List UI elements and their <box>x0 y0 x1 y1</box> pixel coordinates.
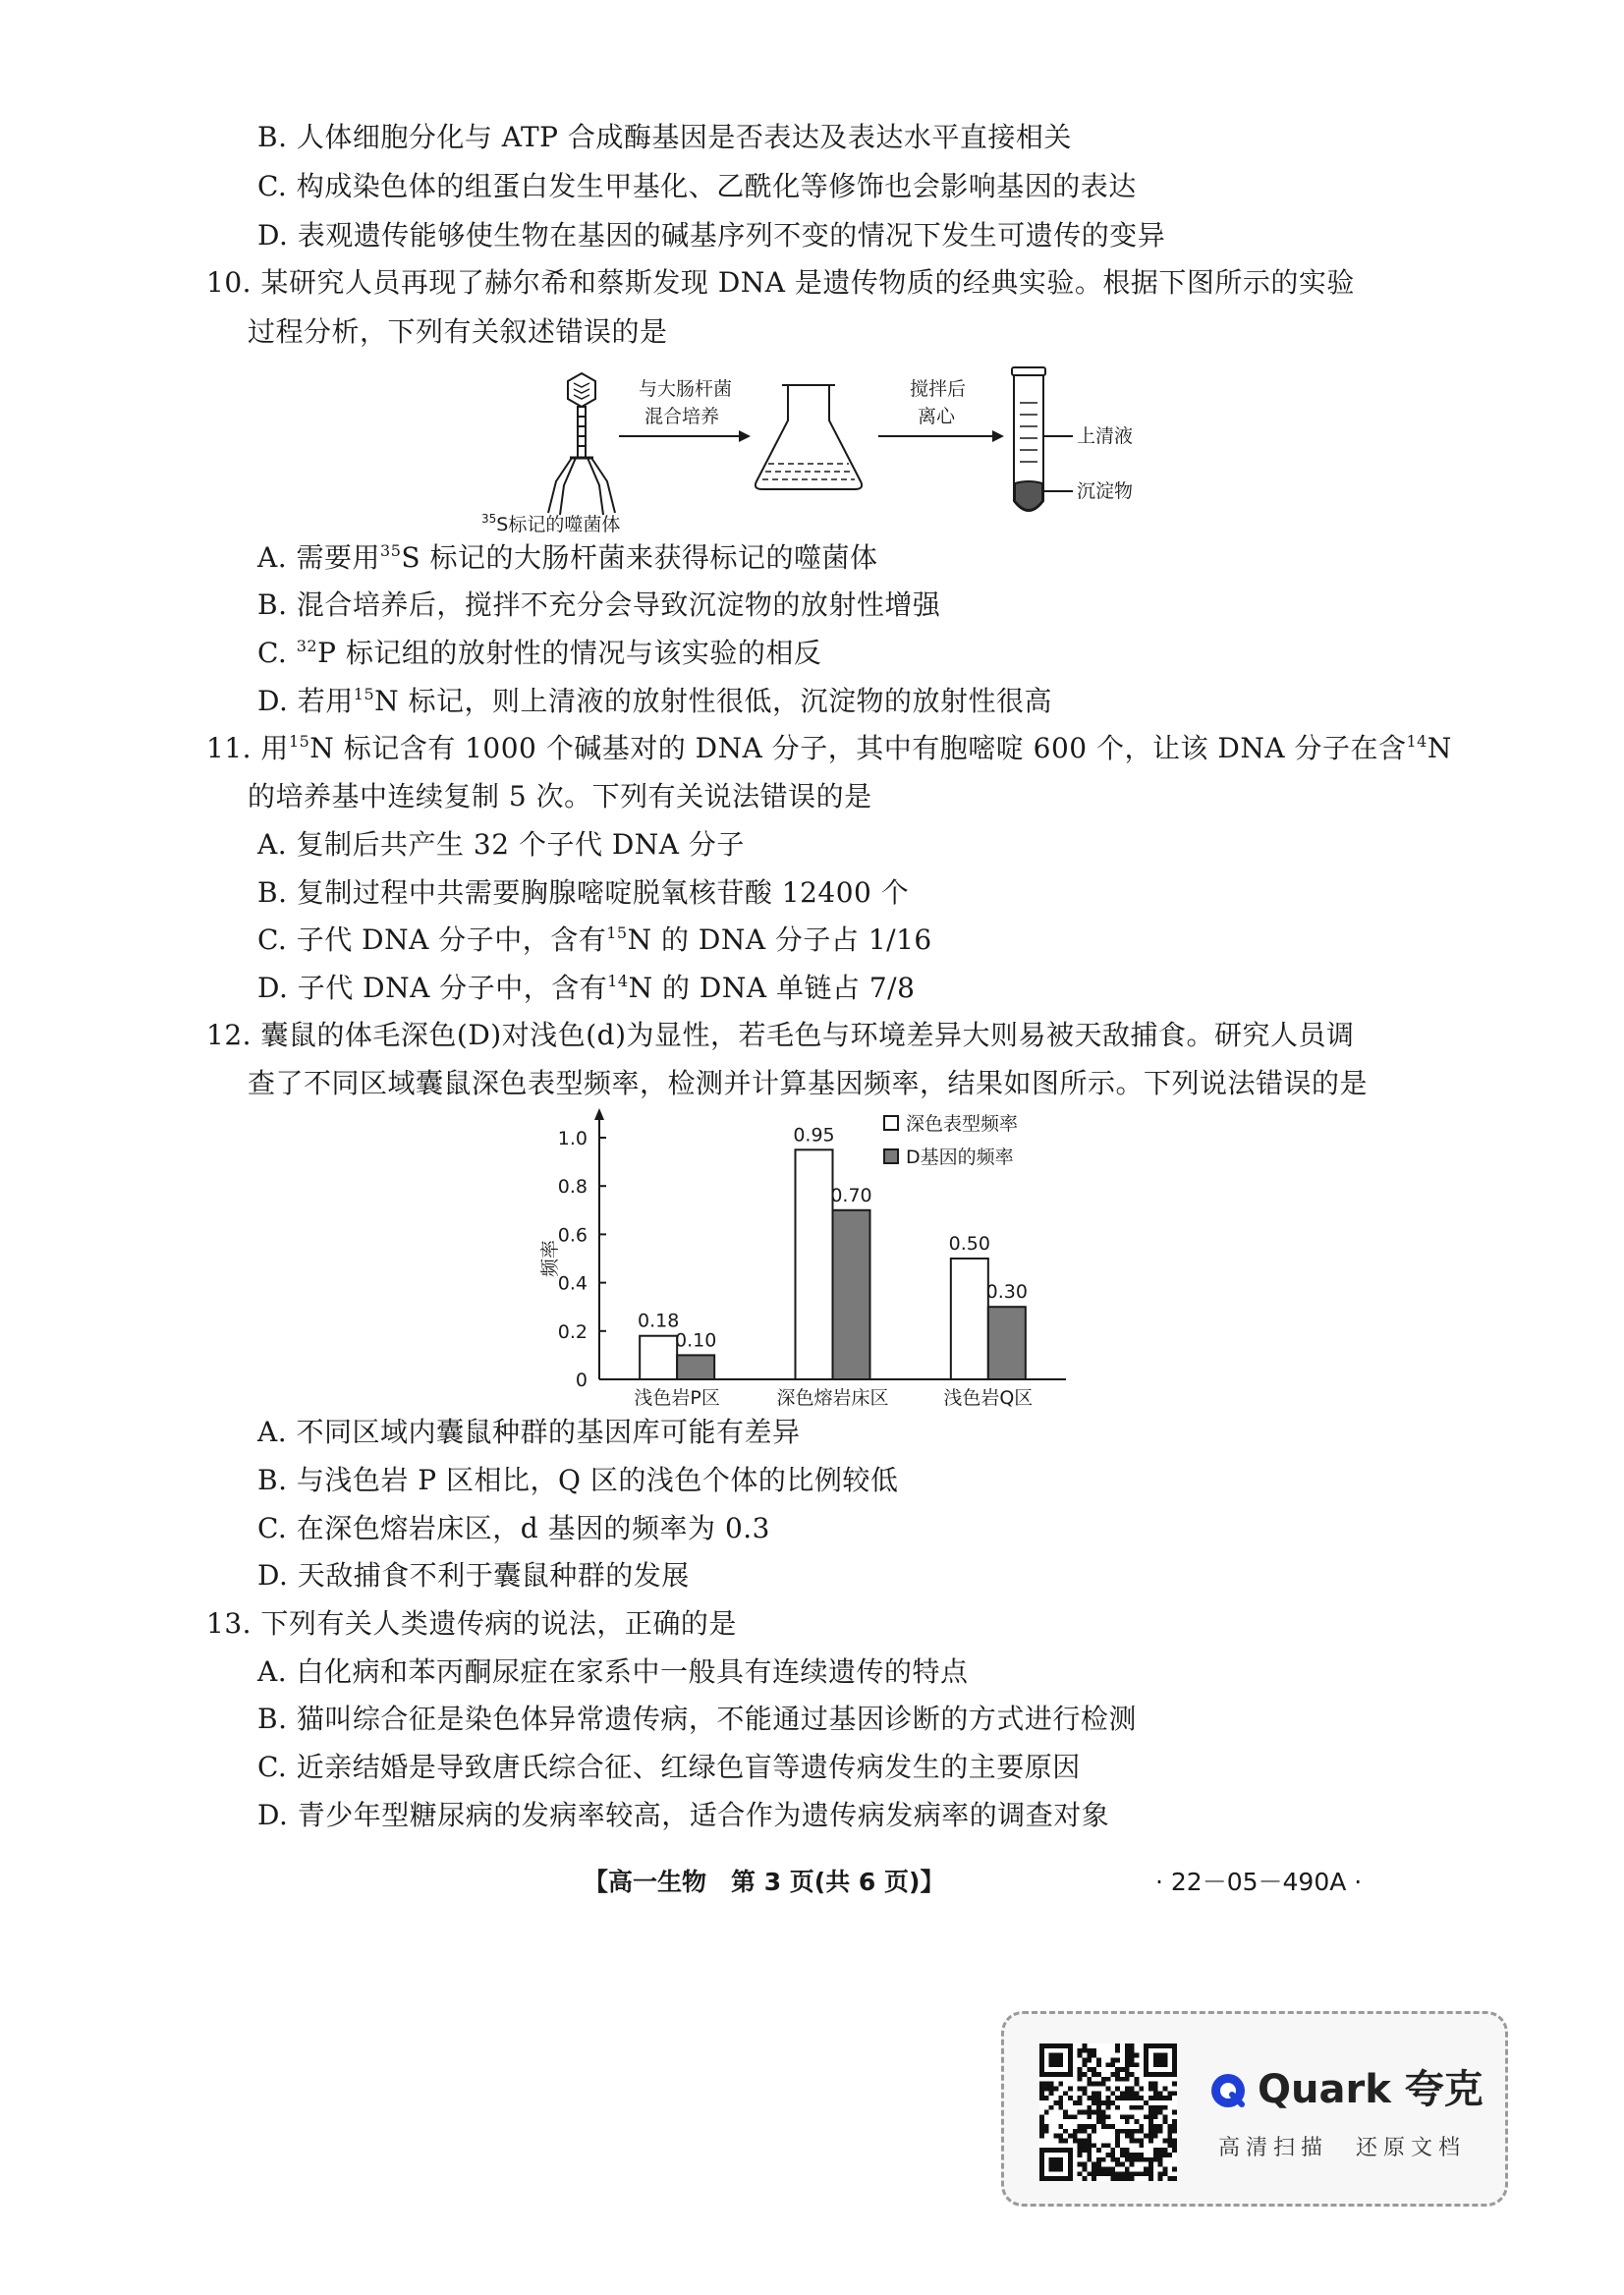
y-tick-label: 0.6 <box>557 1224 588 1247</box>
q12-stem-line2: 查了不同区域囊鼠深色表型频率，检测并计算基因频率，结果如图所示。下列说法错误的是 <box>248 1067 1369 1099</box>
bar <box>677 1355 714 1379</box>
test-tube-icon <box>1012 367 1073 511</box>
quark-scan-badge[interactable] <box>1001 2011 1508 2207</box>
bar-chart-svg <box>531 1108 1081 1413</box>
bar-value-label: 0.30 <box>985 1281 1028 1304</box>
y-tick-label: 1.0 <box>557 1128 588 1149</box>
bar <box>640 1336 677 1379</box>
sediment-label: 沉淀物 <box>1077 480 1134 502</box>
step2-label-line1: 搅拌后 <box>910 378 967 400</box>
qr-code-icon[interactable] <box>1039 2043 1177 2181</box>
y-tick-label: 0 <box>575 1370 588 1391</box>
q11-stem-line2: 的培养基中连续复制 5 次。下列有关说法错误的是 <box>248 780 872 812</box>
flask-icon <box>756 385 862 489</box>
phage-experiment-figure <box>481 365 1134 537</box>
q12-option-d: D. 天敌捕食不利于囊鼠种群的发展 <box>257 1559 690 1592</box>
q11-option-d: D. 子代 DNA 分子中，含有$^{14}$N 的 DNA 单链占 7/8 <box>257 972 916 1004</box>
q12-option-a: A. 不同区域内囊鼠种群的基因库可能有差异 <box>257 1416 801 1448</box>
q9-option-b: B. 人体细胞分化与 ATP 合成酶基因是否表达及表达水平直接相关 <box>257 121 1072 153</box>
bar <box>951 1259 988 1379</box>
category-label: 浅色岩P区 <box>634 1387 720 1409</box>
category-label: 深色熔岩床区 <box>776 1387 889 1409</box>
q13-option-b: B. 猫叫综合征是染色体异常遗传病，不能通过基因诊断的方式进行检测 <box>257 1703 1137 1735</box>
q10-option-a: A. 需要用$^{35}$S 标记的大肠杆菌来获得标记的噬菌体 <box>257 541 878 574</box>
q13-option-a: A. 白化病和苯丙酮尿症在家系中一般具有连续遗传的特点 <box>257 1655 969 1688</box>
page-footer-title: 【高一生物 第 3 页(共 6 页)】 <box>584 1868 945 1896</box>
q12-stem-line1: 12. 囊鼠的体毛深色(D)对浅色(d)为显性，若毛色与环境差异大则易被天敌捕食。研究人员调 <box>206 1019 1355 1051</box>
y-tick-label: 0.8 <box>557 1176 588 1199</box>
quark-tagline: 高清扫描 还原文档 <box>1218 2136 1467 2160</box>
category-label: 浅色岩Q区 <box>943 1387 1034 1409</box>
q11-stem-line1: 11. 用$^{15}$N 标记含有 1000 个碱基对的 DNA 分子，其中有胞嘧啶 600 个，让该 DNA 分子在含$^{14}$N <box>206 732 1452 764</box>
bar-value-label: 0.95 <box>793 1124 835 1147</box>
q13-option-c: C. 近亲结婚是导致唐氏综合征、红绿色盲等遗传病发生的主要原因 <box>257 1751 1081 1783</box>
step2-label-line2: 离心 <box>918 406 956 427</box>
q13-option-d: D. 青少年型糖尿病的发病率较高，适合作为遗传病发病率的调查对象 <box>257 1799 1110 1831</box>
legend-label: D基因的频率 <box>906 1147 1014 1168</box>
q9-option-d: D. 表观遗传能够使生物在基因的碱基序列不变的情况下发生可遗传的变异 <box>257 219 1166 252</box>
q12-option-b: B. 与浅色岩 P 区相比，Q 区的浅色个体的比例较低 <box>257 1464 899 1496</box>
q9-option-c: C. 构成染色体的组蛋白发生甲基化、乙酰化等修饰也会影响基因的表达 <box>257 170 1137 202</box>
y-tick-label: 0.2 <box>557 1320 588 1343</box>
y-axis-arrow <box>594 1108 604 1120</box>
q10-stem-line1: 10. 某研究人员再现了赫尔希和蔡斯发现 DNA 是遗传物质的经典实验。根据下图所示的实验 <box>206 266 1355 299</box>
bar-value-label: 0.50 <box>948 1233 990 1255</box>
q10-option-d: D. 若用$^{15}$N 标记，则上清液的放射性很低，沉淀物的放射性很高 <box>257 685 1053 717</box>
q11-option-b: B. 复制过程中共需要胸腺嘧啶脱氧核苷酸 12400 个 <box>257 876 910 909</box>
legend-swatch <box>884 1116 898 1130</box>
q13-stem: 13. 下列有关人类遗传病的说法，正确的是 <box>206 1607 737 1640</box>
quark-brand-name: Quark 夸克 <box>1258 2067 1484 2112</box>
bar <box>796 1149 833 1379</box>
quark-logo-icon <box>1208 2071 1248 2110</box>
legend-label: 深色表型频率 <box>906 1113 1019 1135</box>
q10-option-c: C. $^{32}$P 标记组的放射性的情况与该实验的相反 <box>257 637 822 669</box>
gene-frequency-chart <box>531 1108 1081 1413</box>
phage-icon <box>548 373 615 515</box>
page-footer-code: · 22－05－490A · <box>1155 1868 1363 1896</box>
step1-label-line1: 与大肠杆菌 <box>639 378 733 400</box>
q10-option-b: B. 混合培养后，搅拌不充分会导致沉淀物的放射性增强 <box>257 588 941 621</box>
phage-label: $^{35}$S标记的噬菌体 <box>481 512 621 535</box>
q10-stem-line2: 过程分析，下列有关叙述错误的是 <box>248 315 668 348</box>
step1-label-line2: 混合培养 <box>644 406 720 427</box>
bar <box>988 1307 1026 1379</box>
legend-swatch <box>884 1149 898 1163</box>
q11-option-c: C. 子代 DNA 分子中，含有$^{15}$N 的 DNA 分子占 1/16 <box>257 924 932 956</box>
y-tick-label: 0.4 <box>557 1272 588 1295</box>
bar-value-label: 0.18 <box>638 1310 680 1332</box>
bar <box>833 1210 870 1379</box>
bar-value-label: 0.10 <box>675 1329 717 1352</box>
supernatant-label: 上清液 <box>1077 425 1134 447</box>
bar-value-label: 0.70 <box>830 1184 872 1206</box>
phage-experiment-diagram <box>491 365 1120 537</box>
q12-option-c: C. 在深色熔岩床区，d 基因的频率为 0.3 <box>257 1512 770 1544</box>
q11-option-a: A. 复制后共产生 32 个子代 DNA 分子 <box>257 828 745 861</box>
y-axis-label: 频率 <box>539 1239 561 1278</box>
